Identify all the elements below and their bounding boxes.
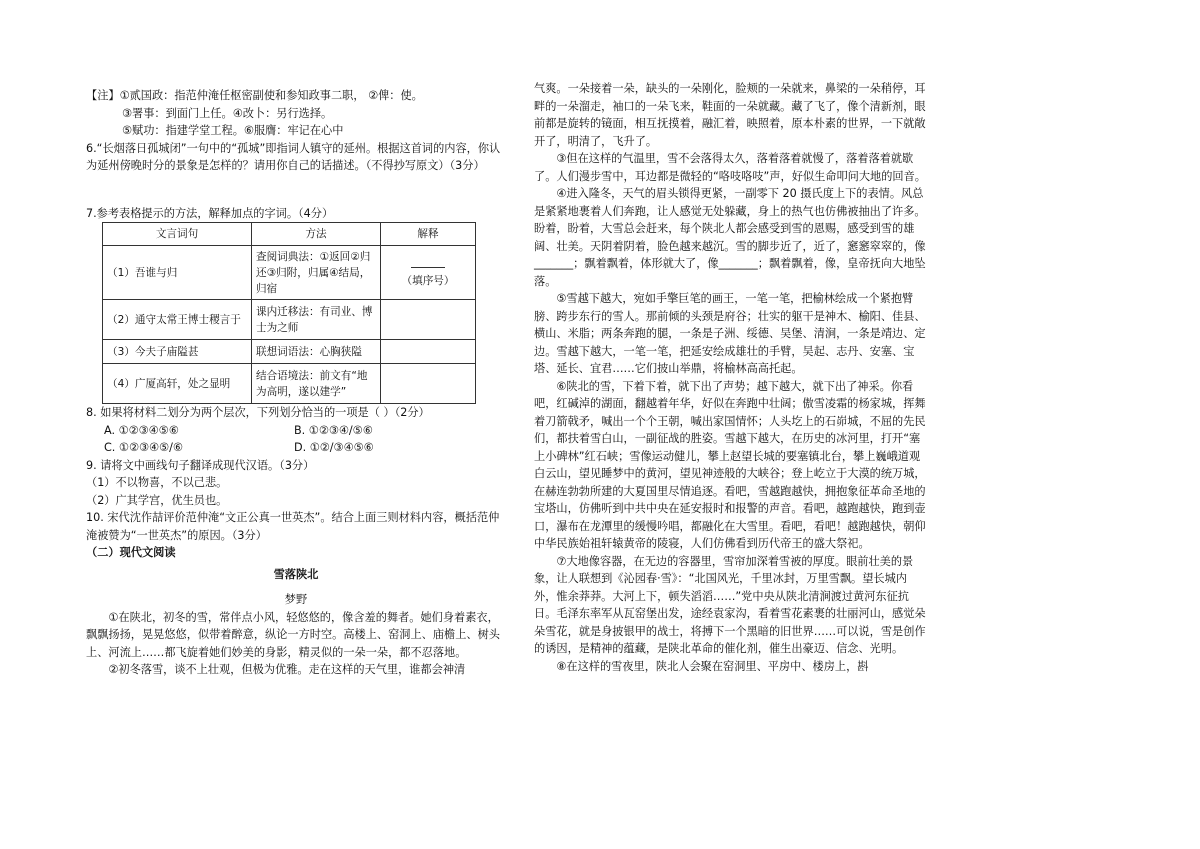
table-cell-method: 查阅词典法：①返回②归还③归附，归属④结局，归宿 <box>252 246 381 300</box>
answer-blank[interactable] <box>411 257 445 268</box>
essay-paragraph: ⑥陕北的雪，下着下着，就下出了声势；越下越大，就下出了神采。你看吧，红碱淖的湖面，翻越着年华，好似在奔跑中壮阔；傲雪凌霜的杨家城，挥舞着刀箭戟矛，喊出一个个王朝，喊出家国情怀；人头圪上的石峁城，不屈的先民们，都扶着雪白山，一副征战的胜姿。雪越下越大，在历史的冰河里，打开“塞上小碑林”红石峡；雪像运动健儿，攀上赵望长城的要塞镇北台，攀上巍峨道观白云山，望见睡梦中的黄河，望见神迹般的大峡谷；登上屹立于大漠的统万城，在赫连勃勃所建的大夏国里尽情追逐。看吧，雪越跑越快，拥抱象征革命圣地的宝塔山，仿佛听到中共中央在延安报时和报警的声音。看吧，越跑越快，跑到壶口，瀑布在龙潭里的缓慢吟唱，都融化在大雪里。看吧，看吧！越跑越快，朝仰中华民族始祖轩辕黄帝的陵寝，人们仿佛看到历代帝王的盛大祭祀。 <box>534 379 926 550</box>
question-10: 10. 宋代沈作喆评价范仲淹“文正公真一世英杰”。结合上面三则材料内容，概括范仲淹被赞为“一世英杰”的原因。（3分） <box>86 511 500 542</box>
essay-paragraph: ⑧在这样的雪夜里，陕北人会聚在窑洞里、平房中、楼房上，斟 <box>556 659 869 673</box>
table-cell-explain[interactable] <box>381 300 476 340</box>
essay-paragraph: ③但在这样的气温里，雪不会落得太久，落着落着就慢了，落着落着就歇了。人们漫步雪中，耳边都是微轻的“咯吱咯吱”声，好似生命叩问大地的回音。 <box>534 152 926 183</box>
options-row-2 <box>86 439 506 457</box>
table-cell-method: 课内迁移法：有司业、博士为之师 <box>252 300 381 340</box>
option-b[interactable]: B. ①②③④/⑤⑥ <box>294 423 373 437</box>
essay-author: 梦野 <box>284 593 308 606</box>
table-header-row <box>103 223 476 246</box>
option-c[interactable]: C. ①②③④⑤/⑥ <box>104 441 183 454</box>
table-cell-phrase: （1）吾谁与归 <box>103 246 252 300</box>
question-9-item: （1）不以物喜，不以己悲。 <box>86 476 228 489</box>
section-heading: （二）现代文阅读 <box>86 546 176 559</box>
note-line-2: ③署事：到面门上任。④改卜：另行选择。 <box>122 106 333 120</box>
question-8: 8. 如果将材料二划分为两个层次，下列划分恰当的一项是（ ）（2分） <box>86 406 430 419</box>
essay-title: 雪落陕北 <box>273 567 319 581</box>
question-9-item: （2）广其学宫，优生员也。 <box>86 493 228 507</box>
essay-paragraph: ①在陕北，初冬的雪，常伴点小风，轻悠悠的，像含羞的舞者。她们身着素衣，飘飘扬扬，晃晃悠悠，似带着醉意，纵论一方时空。高楼上、窑洞上、庙檐上、树头上、河流上……都飞旋着她们妙美的身影，精灵似的一朵一朵，都不忍落地。 <box>86 610 500 659</box>
fill-hint: （填序号） <box>401 274 455 287</box>
table-cell-method: 结合语境法：前文有“地为高明，遂以建学” <box>252 364 381 404</box>
method-table <box>102 222 476 404</box>
table-header: 方法 <box>252 223 381 246</box>
essay-paragraph: ④进入隆冬，天气的眉头锁得更紧，一副零下 20 摄氏度上下的表情。风总是紧紧地裹着人们奔跑，让人感觉无处躲藏，身上的热气也仿佛被抽出了许多。盼着，盼着，大雪总会赶来，每个陕北人都会感受到雪的恩赐，感受到雪的雄阔、壮美。天阴着阴着，脸色越来越沉。雪的脚步近了，近了，窸窸窣窣的，像_______；飘着飘着，体形就大了，像_______；飘着飘着，像，皇帝抚向大地坠落。 <box>534 187 926 288</box>
table-cell-explain <box>381 246 476 300</box>
table-cell-phrase: （2）通守太常王博士稷言于 <box>103 300 252 340</box>
table-cell-phrase: （4）广厦高轩，处之显明 <box>103 364 252 404</box>
right-column <box>534 80 926 675</box>
essay-paragraph: ②初冬落雪，谈不上壮观，但极为优雅。走在这样的天气里，谁都会神清 <box>108 663 466 676</box>
options-row-1 <box>86 422 506 440</box>
question-6: 6.“长烟落日孤城闭”一句中的“孤城”即指词人镇守的延州。根据这首词的内容，你认为延州傍晚时分的景象是怎样的？请用你自己的话描述。（不得抄写原文）（3分） <box>86 141 501 172</box>
essay-paragraph: ⑦大地像容器，在无边的容器里，雪帘加深着雪被的厚度。眼前壮美的景象，让人联想到《沁园春·雪》：“北国风光，千里冰封，万里雪飘。望长城内外，惟余莽莽。大河上下，顿失滔滔……”党中央从陕北清涧渡过黄河东征抗日。毛泽东率军从瓦窑堡出发，途经袁家沟，看着雪花素裹的壮丽河山，感觉朵朵雪花，就是身披银甲的战士，将搏下一个黑暗的旧世界……可以说，雪是创作的诱因，是精神的蕴藏，是陕北革命的催化剂，催生出豪迈、信念、光明。 <box>534 554 926 655</box>
table-row <box>103 246 476 300</box>
table-cell-explain[interactable] <box>381 340 476 364</box>
note-line-3: ⑤赋功：指建学堂工程。⑥服膺：牢记在心中 <box>122 124 344 137</box>
answer-space <box>86 175 506 205</box>
table-header: 文言词句 <box>103 223 252 246</box>
table-cell-phrase: （3）今夫子庙隘甚 <box>103 340 252 364</box>
essay-paragraph: 气爽。一朵接着一朵，缺头的一朵刚化，脸颊的一朵就来，鼻梁的一朵稍停，耳畔的一朵溜走，袖口的一朵飞来，鞋面的一朵就藏。藏了飞了，像个清新剂，眼前都是旋转的镜面，相互抚摸着，融汇着，映照着，原本朴素的世界，一下就敞开了，明清了，飞升了。 <box>534 82 926 148</box>
note-line-1: 【注】①贰国政：指范仲淹任枢密副使和参知政事二职， ②俾：使。 <box>86 89 423 102</box>
table-row <box>103 300 476 340</box>
left-column <box>86 87 506 679</box>
table-header: 解释 <box>381 223 476 246</box>
table-cell-explain[interactable] <box>381 364 476 404</box>
option-d[interactable]: D. ①②/③④⑤⑥ <box>294 441 374 454</box>
table-row <box>103 364 476 404</box>
essay-paragraph: ⑤雪越下越大，宛如手擎巨笔的画王，一笔一笔，把榆林绘成一个紧抱臂膀、跨步东行的雪人。那前倾的头颈是府谷；壮实的躯干是神木、榆阳、佳县、横山、米脂；两条奔跑的腿，一条是子洲、绥德、吴堡、清涧，一条是靖边、定边。雪越下越大，一笔一笔，把延安绘成雄壮的手臂，吴起、志丹、安塞、宝塔、延长、宜君……它们披山举鼎，将榆林高高托起。 <box>534 292 926 375</box>
table-row <box>103 340 476 364</box>
table-cell-method: 联想词语法：心胸狭隘 <box>252 340 381 364</box>
option-a[interactable]: A. ①②③④⑤⑥ <box>104 423 179 437</box>
question-9: 9. 请将文中画线句子翻译成现代汉语。（3分） <box>86 458 315 472</box>
question-7: 7.参考表格提示的方法，解释加点的字词。（4分） <box>86 206 334 220</box>
